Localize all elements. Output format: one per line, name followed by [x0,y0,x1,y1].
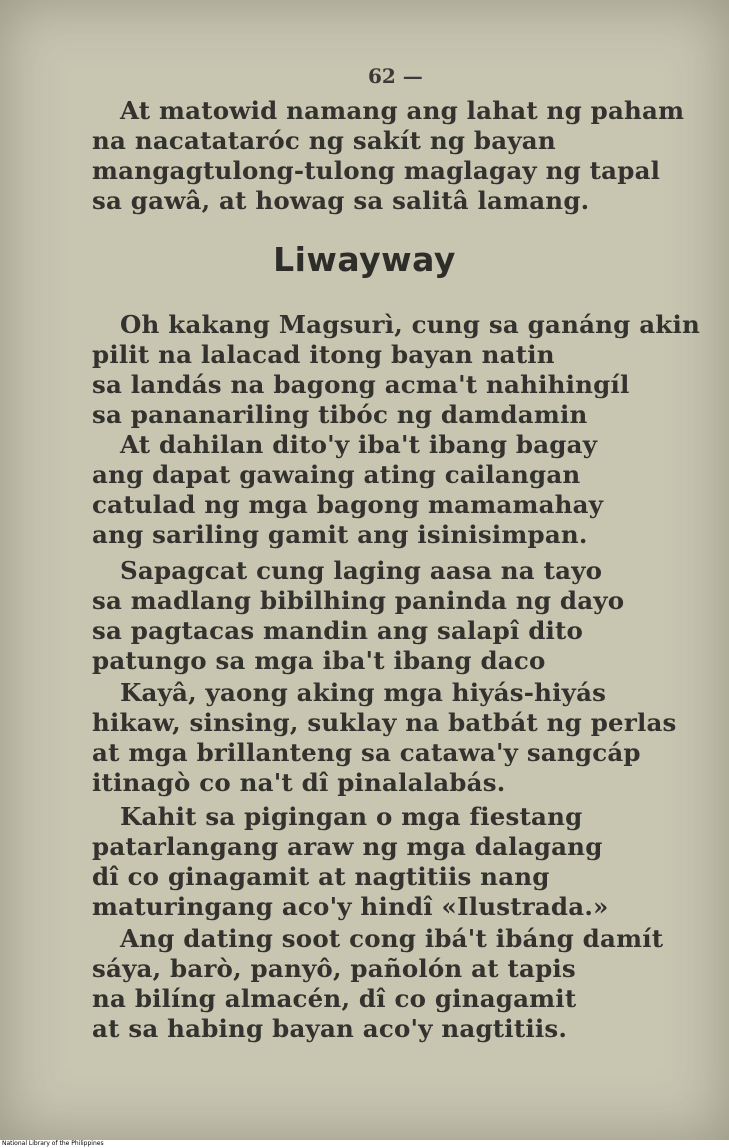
stanza-line: catulad ng mga bagong mamamahay [92,490,604,519]
poem-stanza-5 [92,802,712,922]
stanza-line: ang dapat gawaing ating cailangan [92,460,581,489]
stanza-line: sa pagtacas mandin ang salapî dito [92,616,584,645]
stanza-line: na bilíng almacén, dî co ginagamit [92,984,577,1013]
stanza-line: pilit na lalacad itong bayan natin [92,340,555,369]
stanza-line: sáya, barò, panyô, pañolón at tapis [92,954,576,983]
stanza-line: sa gawâ, at howag sa salitâ lamang. [92,186,590,215]
stanza-line: Kayâ, yaong aking mga hiyás-hiyás [120,678,607,707]
stanza-line: dî co ginagamit at nagtitiis nang [92,862,550,891]
page-number: 62 — [368,64,423,88]
stanza-line: at sa habing bayan aco'y nagtitiis. [92,1014,568,1043]
stanza-line: mangagtulong-tulong maglagay ng tapal [92,156,661,185]
stanza-line: hikaw, sinsing, suklay na batbát ng perlas [92,708,677,737]
stanza-line: Oh kakang Magsurì, cung sa ganáng akin [120,310,701,339]
stanza-line: sa madlang bibilhing paninda ng dayo [92,586,625,615]
stanza-line: At dahilan dito'y iba't ibang bagay [120,430,598,459]
stanza-line: na nacatataróc ng sakít ng bayan [92,126,556,155]
stanza-line: Sapagcat cung laging aasa na tayo [120,556,603,585]
stanza-line: maturingang aco'y hindî «Ilustrada.» [92,892,609,921]
stanza-line: ang sariling gamit ang isinisimpan. [92,520,588,549]
poem-stanza-6 [92,924,712,1044]
stanza-line: At matowid namang ang lahat ng paham [120,96,685,125]
stanza-line: sa landás na bagong acma't nahihingíl [92,370,630,399]
stanza-line: sa pananariling tibóc ng damdamin [92,400,588,429]
poem-title: Liwayway [273,240,456,279]
poem-stanza-3 [92,556,712,676]
stanza-line: at mga brillanteng sa catawa'y sangcáp [92,738,641,767]
stanza-line: patungo sa mga iba't ibang daco [92,646,546,675]
intro-stanza [92,96,712,216]
library-credit: National Library of the Philippines [2,1140,104,1147]
stanza-line: itinagò co na't dî pinalalabás. [92,768,506,797]
poem-stanza-2 [92,430,712,550]
poem-stanza-1 [92,310,712,430]
stanza-line: patarlangang araw ng mga dalagang [92,832,603,861]
stanza-line: Kahit sa pigingan o mga fiestang [120,802,583,831]
stanza-line: Ang dating soot cong ibá't ibáng damít [120,924,664,953]
poem-stanza-4 [92,678,712,798]
